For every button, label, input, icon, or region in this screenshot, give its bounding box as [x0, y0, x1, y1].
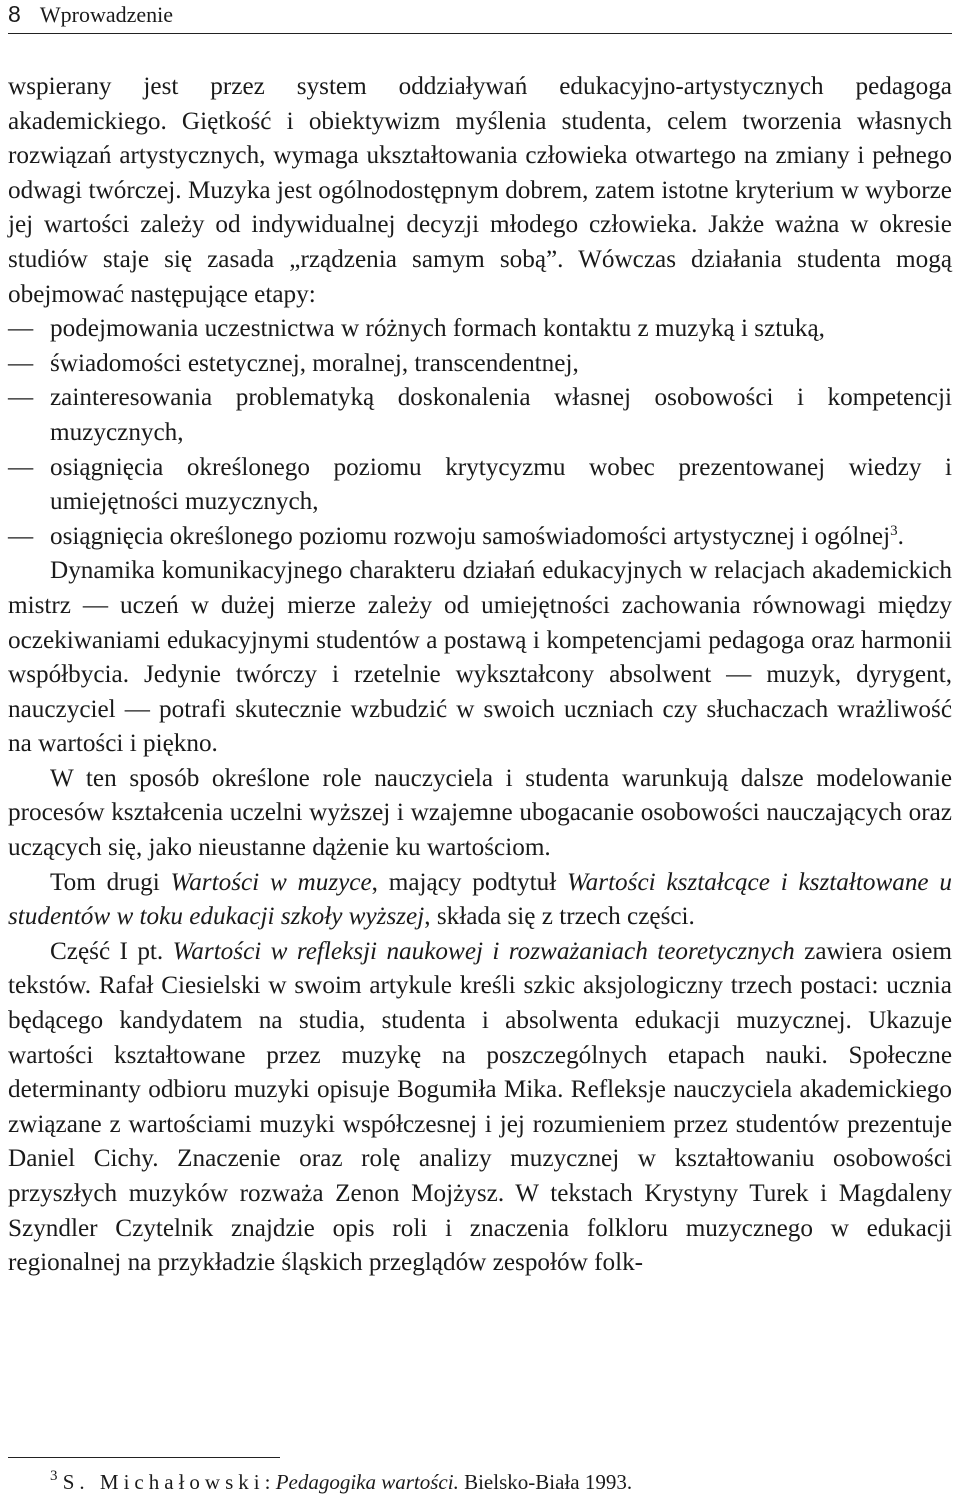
list-dash: —: [8, 384, 34, 412]
list-dash: —: [8, 315, 34, 343]
footnote-rule: [8, 1457, 280, 1458]
list-dash: —: [8, 453, 34, 481]
footnote-title: Pedagogika wartości.: [275, 1470, 459, 1494]
page-number: 8: [8, 1, 21, 27]
paragraph-5: Część I pt. Wartości w refleksji naukowej i rozważaniach teoretycznych zawiera osiem tekstów. Rafał Ciesielski w swoim artykule kreśli szkic aksjologiczny trzech postaci: ucznia będącego kandydatem na studia, studenta i absolwenta edukacji muzycznej. Ukazuje wartości kształtowane przez muzykę na poszczególnych etapach nauki. Społeczne determinanty odbioru muzyki opisuje Bogumiła Mika. Refleksje nauczyciela akademickiego związane z wartościami muzyki współczesnej i jej rozumieniem przez studentów prezentuje Daniel Cichy. Znaczenie oraz rolę analizy muzycznej w kształtowaniu osobowości przyszłych muzyków rozważa Zenon Mojżysz. W tekstach Krystyny Turek i Magdaleny Szyndler Czytelnik znajdzie opis roli i znaczenia folkloru muzycznego w edukacji regionalnej na przykładzie śląskich przeglądów zespołów folk-: [8, 937, 952, 1277]
footnote: $^3$ S. Michałowski: Pedagogika wartości. Bielsko-Biała 1993.: [50, 1468, 633, 1494]
header-rule: [8, 33, 952, 34]
paragraph-2: Dynamika komunikacyjnego charakteru działań edukacyjnych w relacjach akademickich mistrz — uczeń w dużej mierze zależy od umiejętności zachowania równowagi między oczekiwaniami edukacyjnymi studentów a postawą i kompetencjami pedagoga oraz harmonii współbycia. Jedynie twórczy i rzetelnie wykształcony absolwent — muzyk, dyrygent, nauczyciel — potrafi skutecznie wzbudzić w swoich uczniach czy słuchaczach wrażliwość na wartości i piękno.: [8, 557, 952, 758]
part-title: Wartości w refleksji naukowej i rozważaniach teoretycznych: [172, 937, 795, 965]
paragraph-4: Tom drugi Wartości w muzyce, mający podtytuł Wartości kształcące i kształtowane u studentów w toku edukacji szkoły wyższej, składa się z trzech części.: [8, 868, 952, 931]
footnote-reference[interactable]: 3: [890, 522, 898, 539]
footnote-number: 3: [50, 1468, 58, 1484]
body-text: [8, 70, 952, 1281]
book-subtitle: Wartości kształcące i kształtowane u studentów w toku edukacji szkoły wyższej: [8, 868, 952, 931]
paragraph-1: wspierany jest przez system oddziaływań edukacyjno-artystycznych pedagoga akademickiego. Giętkość i obiektywizm myślenia studenta, celem tworzenia własnych rozwiązań artystycznych, wymaga ukształtowania człowieka otwartego na zmiany i pełnego odwagi twórczej. Muzyka jest ogólnodostępnym dobrem, zatem istotne kryterium w wyborze jej wartości zależy od indywidualnej decyzji młodego człowieka. Jakże ważna w okresie studiów staje się zasada „rządzenia samym sobą”. Wówczas działania studenta mogą obejmować następujące etapy:: [8, 73, 952, 308]
running-header: [8, 0, 952, 30]
list-dash: —: [8, 522, 34, 550]
list-item-1: — podejmowania uczestnictwa w różnych formach kontaktu z muzyką i sztuką,: [8, 312, 952, 347]
running-title: Wprowadzenie: [39, 2, 174, 27]
list-item-3: — zainteresowania problematyką doskonalenia własnej osobowości i kompetencji muzycznych,: [8, 381, 952, 450]
paragraph-3: W ten sposób określone role nauczyciela i studenta warunkują dalsze modelowanie procesów kształcenia uczelni wyższej i wzajemne ubogacanie osobowości nauczających oraz uczących się, jako nieustanne dążenie ku wartościom.: [8, 764, 952, 862]
list-dash: —: [8, 349, 34, 377]
list-item-4: — osiągnięcia określonego poziomu krytycyzmu wobec prezentowanej wiedzy i umiejętności muzycznych,: [8, 451, 952, 520]
list-item-5: — osiągnięcia określonego poziomu rozwoju samoświadomości artystycznej i ogólnej$^3$.: [8, 520, 952, 555]
list-item-2: — świadomości estetycznej, moralnej, transcendentnej,: [8, 347, 952, 382]
footnote-author: S. Michałowski: [62, 1470, 265, 1494]
book-title: Wartości w muzyce: [170, 868, 372, 896]
